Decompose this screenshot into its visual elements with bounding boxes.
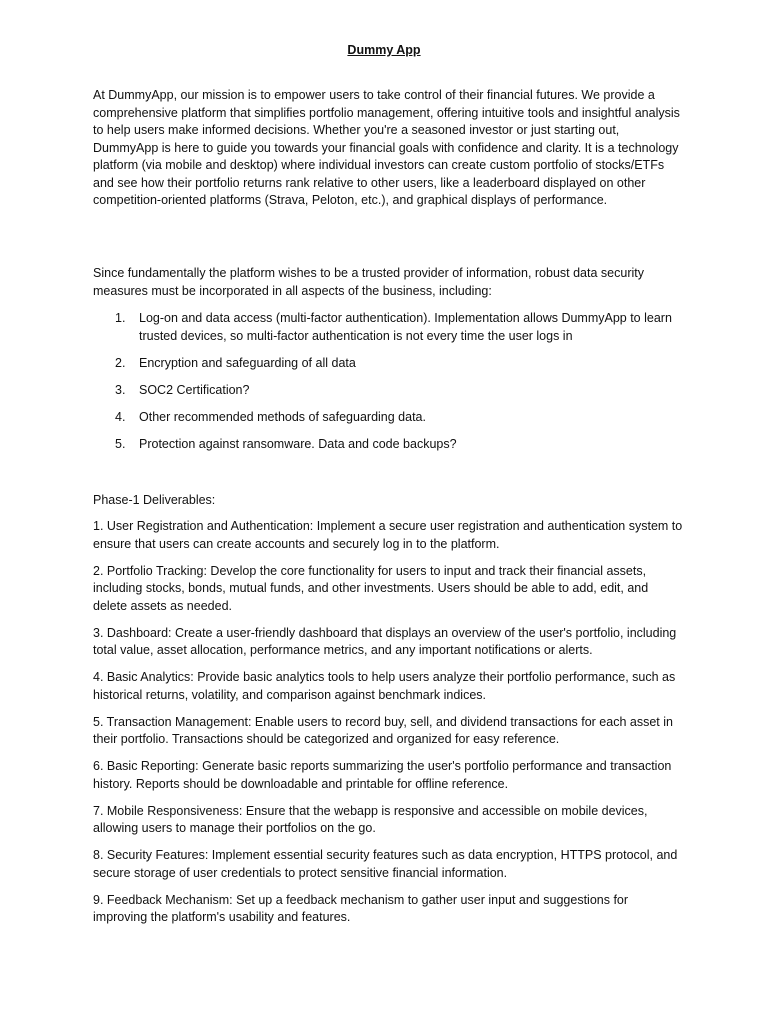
list-item — [93, 436, 683, 454]
list-item-text: Protection against ransomware. Data and code backups? — [139, 436, 457, 451]
deliverable-item: 1. User Registration and Authentication: Implement a secure user registration and authentication system to ensure that users can create accounts and securely log in to the platform. — [93, 519, 683, 551]
deliverable-item: 9. Feedback Mechanism: Set up a feedback mechanism to gather user input and suggestions for improving the platform's usability and features. — [93, 892, 629, 924]
list-item-text: SOC2 Certification? — [139, 382, 250, 397]
list-item-number: 5. — [115, 436, 126, 451]
list-item-text: Log-on and data access (multi-factor authentication). Implementation allows DummyApp to learn trusted devices, so multi-factor authentication is not every time the user logs in — [139, 311, 672, 343]
list-item — [93, 382, 683, 400]
list-item-number: 2. — [115, 355, 126, 370]
deliverable-item: 8. Security Features: Implement essential security features such as data encryption, HTTPS protocol, and secure storage of user credentials to protect sensitive financial information. — [93, 848, 678, 880]
list-item-number: 1. — [115, 311, 126, 325]
security-intro-paragraph: Since fundamentally the platform wishes to be a trusted provider of information, robust data security measures must be incorporated in all aspects of the business, including: — [93, 266, 644, 298]
list-item — [93, 310, 683, 345]
deliverables-list — [93, 518, 683, 936]
deliverable-item: 5. Transaction Management: Enable users to record buy, sell, and dividend transactions for each asset in their portfolio. Transactions should be categorized and organized for easy reference. — [93, 714, 673, 746]
list-item — [93, 409, 683, 427]
deliverable-item: 7. Mobile Responsiveness: Ensure that the webapp is responsive and accessible on mobile devices, allowing users to manage their portfolios on the go. — [93, 803, 648, 835]
phase-heading: Phase-1 Deliverables: — [93, 493, 216, 507]
intro-paragraph: At DummyApp, our mission is to empower users to take control of their financial futures. We provide a comprehensive platform that simplifies portfolio management, offering intuitive tools and insightful analysis to help users make informed decisions. Whether you're a seasoned investor or just starting out, DummyApp is here to guide you towards your financial goals with confidence and clarity. It is a technology platform (via mobile and desktop) where individual investors can create custom portfolio of stocks/ETFs and see how their portfolio returns rank relative to other users, like a leaderboard displayed on other competition-oriented platforms (Strava, Peloton, etc.), and graphical displays of performance. — [93, 88, 680, 207]
list-item-text: Encryption and safeguarding of all data — [139, 355, 356, 370]
list-item-number: 4. — [115, 409, 126, 424]
deliverable-item: 4. Basic Analytics: Provide basic analytics tools to help users analyze their portfolio performance, such as historical returns, volatility, and comparison against benchmark indices. — [93, 670, 676, 702]
document-title: Dummy App — [347, 43, 421, 57]
list-item — [93, 355, 683, 373]
deliverable-item: 3. Dashboard: Create a user-friendly dashboard that displays an overview of the user's portfolio, including total value, asset allocation, performance metrics, and any important notifications or alerts. — [93, 625, 677, 657]
list-item-text: Other recommended methods of safeguarding data. — [139, 409, 426, 424]
list-item-number: 3. — [115, 382, 126, 397]
deliverable-item: 6. Basic Reporting: Generate basic reports summarizing the user's portfolio performance and transaction history. Reports should be downloadable and printable for offline reference. — [93, 759, 672, 791]
security-list — [93, 310, 683, 463]
deliverable-item: 2. Portfolio Tracking: Develop the core functionality for users to input and track their financial assets, including stocks, bonds, mutual funds, and other investments. Users should be able to add, edit, and delete assets as needed. — [93, 563, 649, 613]
